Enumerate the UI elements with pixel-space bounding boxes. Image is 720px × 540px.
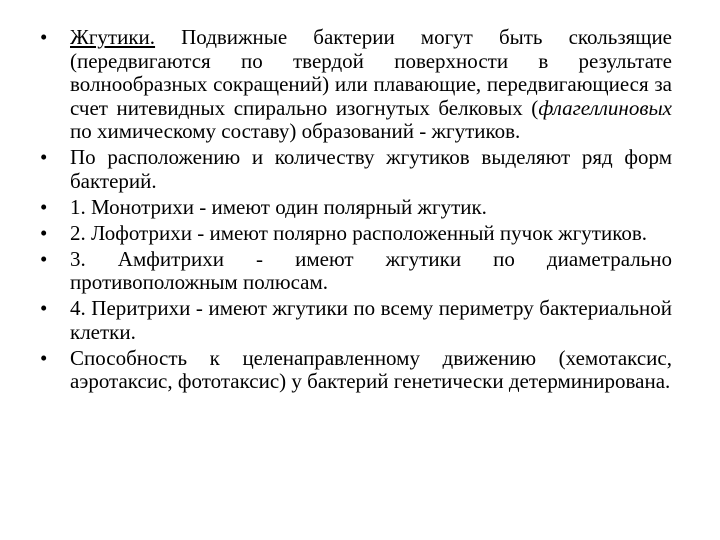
bullet-item-lophotrichous [40,222,672,246]
item-text: 2. Лофотрихи - имеют полярно расположенный пучок жгутиков. [70,220,648,245]
bullet-icon: • [40,246,48,271]
bullet-item-forms [40,146,672,193]
item-text: Подвижные бактерии могут быть скользящие (передвигаются по твердой поверхности в результате волнообразных сокращений) или плавающие, передвигающиеся за счет нитевидных спирально изогнутых белковых ( [70,25,672,120]
bullet-item-amphitrichous [40,248,672,295]
bullet-item-peritrichous [40,297,672,344]
item-text: 3. Амфитрихи - имеют жгутики по диаметрально противоположным полюсам. [70,246,672,294]
bullet-icon: • [40,220,48,245]
bullet-item-flagella [40,26,672,144]
item-text: По расположению и количеству жгутиков выделяют ряд форм бактерий. [70,145,672,193]
item-text: по химическому составу) образований - жгутиков. [70,119,521,143]
bullet-icon: • [40,145,48,169]
italic-term: флагеллиновых [538,95,672,120]
bullet-item-taxis [40,347,672,394]
item-text: 4. Перитрихи - имеют жгутики по всему периметру бактериальной клетки. [70,296,672,344]
bullet-icon: • [40,194,48,219]
item-text: Способность к целенаправленному движению (хемотаксис, аэротаксис, фототаксис) у бактерий генетически детерминирована. [70,345,672,393]
term-flagella: Жгутики. [70,25,156,49]
bullet-icon: • [40,345,48,370]
item-text: 1. Монотрихи - имеют один полярный жгутик. [70,194,487,219]
bullet-list [40,26,672,396]
bullet-item-monotrichous [40,196,672,220]
bullet-icon: • [40,296,48,320]
bullet-icon: • [40,25,48,49]
